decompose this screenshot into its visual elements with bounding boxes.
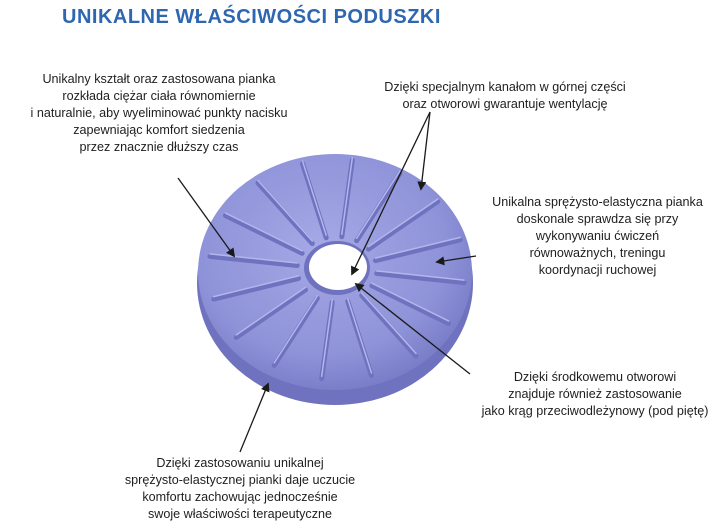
callout-middle-right xyxy=(475,194,720,279)
callout-text-line: i naturalnie, aby wyeliminować punkty nacisku xyxy=(30,106,288,120)
callout-bottom xyxy=(75,455,405,523)
callout-lower-right xyxy=(470,369,720,420)
callout-text-line: oraz otworowi gwarantuje wentylację xyxy=(402,97,608,111)
callout-text-line: znajduje również zastosowanie xyxy=(508,387,682,401)
callout-text-line: komfortu zachowując jednocześnie xyxy=(142,490,338,504)
callout-text-line: rozkłada ciężar ciała równomiernie xyxy=(62,89,256,103)
callout-text-line: Dzięki zastosowaniu unikalnej xyxy=(156,456,324,470)
callout-text-line: zapewniając komfort siedzenia xyxy=(73,123,245,137)
callout-text-line: Unikalny kształt oraz zastosowana pianka xyxy=(42,72,276,86)
callout-text-line: równoważnych, treningu xyxy=(529,246,666,260)
arrow-top-right-b xyxy=(421,112,430,189)
page-title: UNIKALNE WŁAŚCIWOŚCI PODUSZKI xyxy=(62,6,441,28)
callout-text-line: Dzięki środkowemu otworowi xyxy=(513,370,677,384)
callout-text-line: wykonywaniu ćwiczeń xyxy=(535,229,660,243)
callout-text-line: Dzięki specjalnym kanałom w górnej części xyxy=(384,80,626,94)
callout-text-line: swoje właściwości terapeutyczne xyxy=(147,507,333,521)
callout-text-line: jako krąg przeciwodleżynowy (pod piętę) xyxy=(481,404,709,418)
callout-top-left xyxy=(0,71,318,156)
arrow-bottom xyxy=(240,384,268,452)
callout-text-line: Unikalna sprężysto-elastyczna pianka xyxy=(492,195,703,209)
callout-text-line: koordynacji ruchowej xyxy=(538,263,657,277)
callout-text-line: przez znacznie dłuższy czas xyxy=(79,140,239,154)
callout-text-line: sprężysto-elastycznej pianki daje uczucie xyxy=(124,473,356,487)
center-hole xyxy=(309,244,367,290)
callout-top-right xyxy=(360,79,650,113)
callout-text-line: doskonale sprawdza się przy xyxy=(516,212,679,226)
